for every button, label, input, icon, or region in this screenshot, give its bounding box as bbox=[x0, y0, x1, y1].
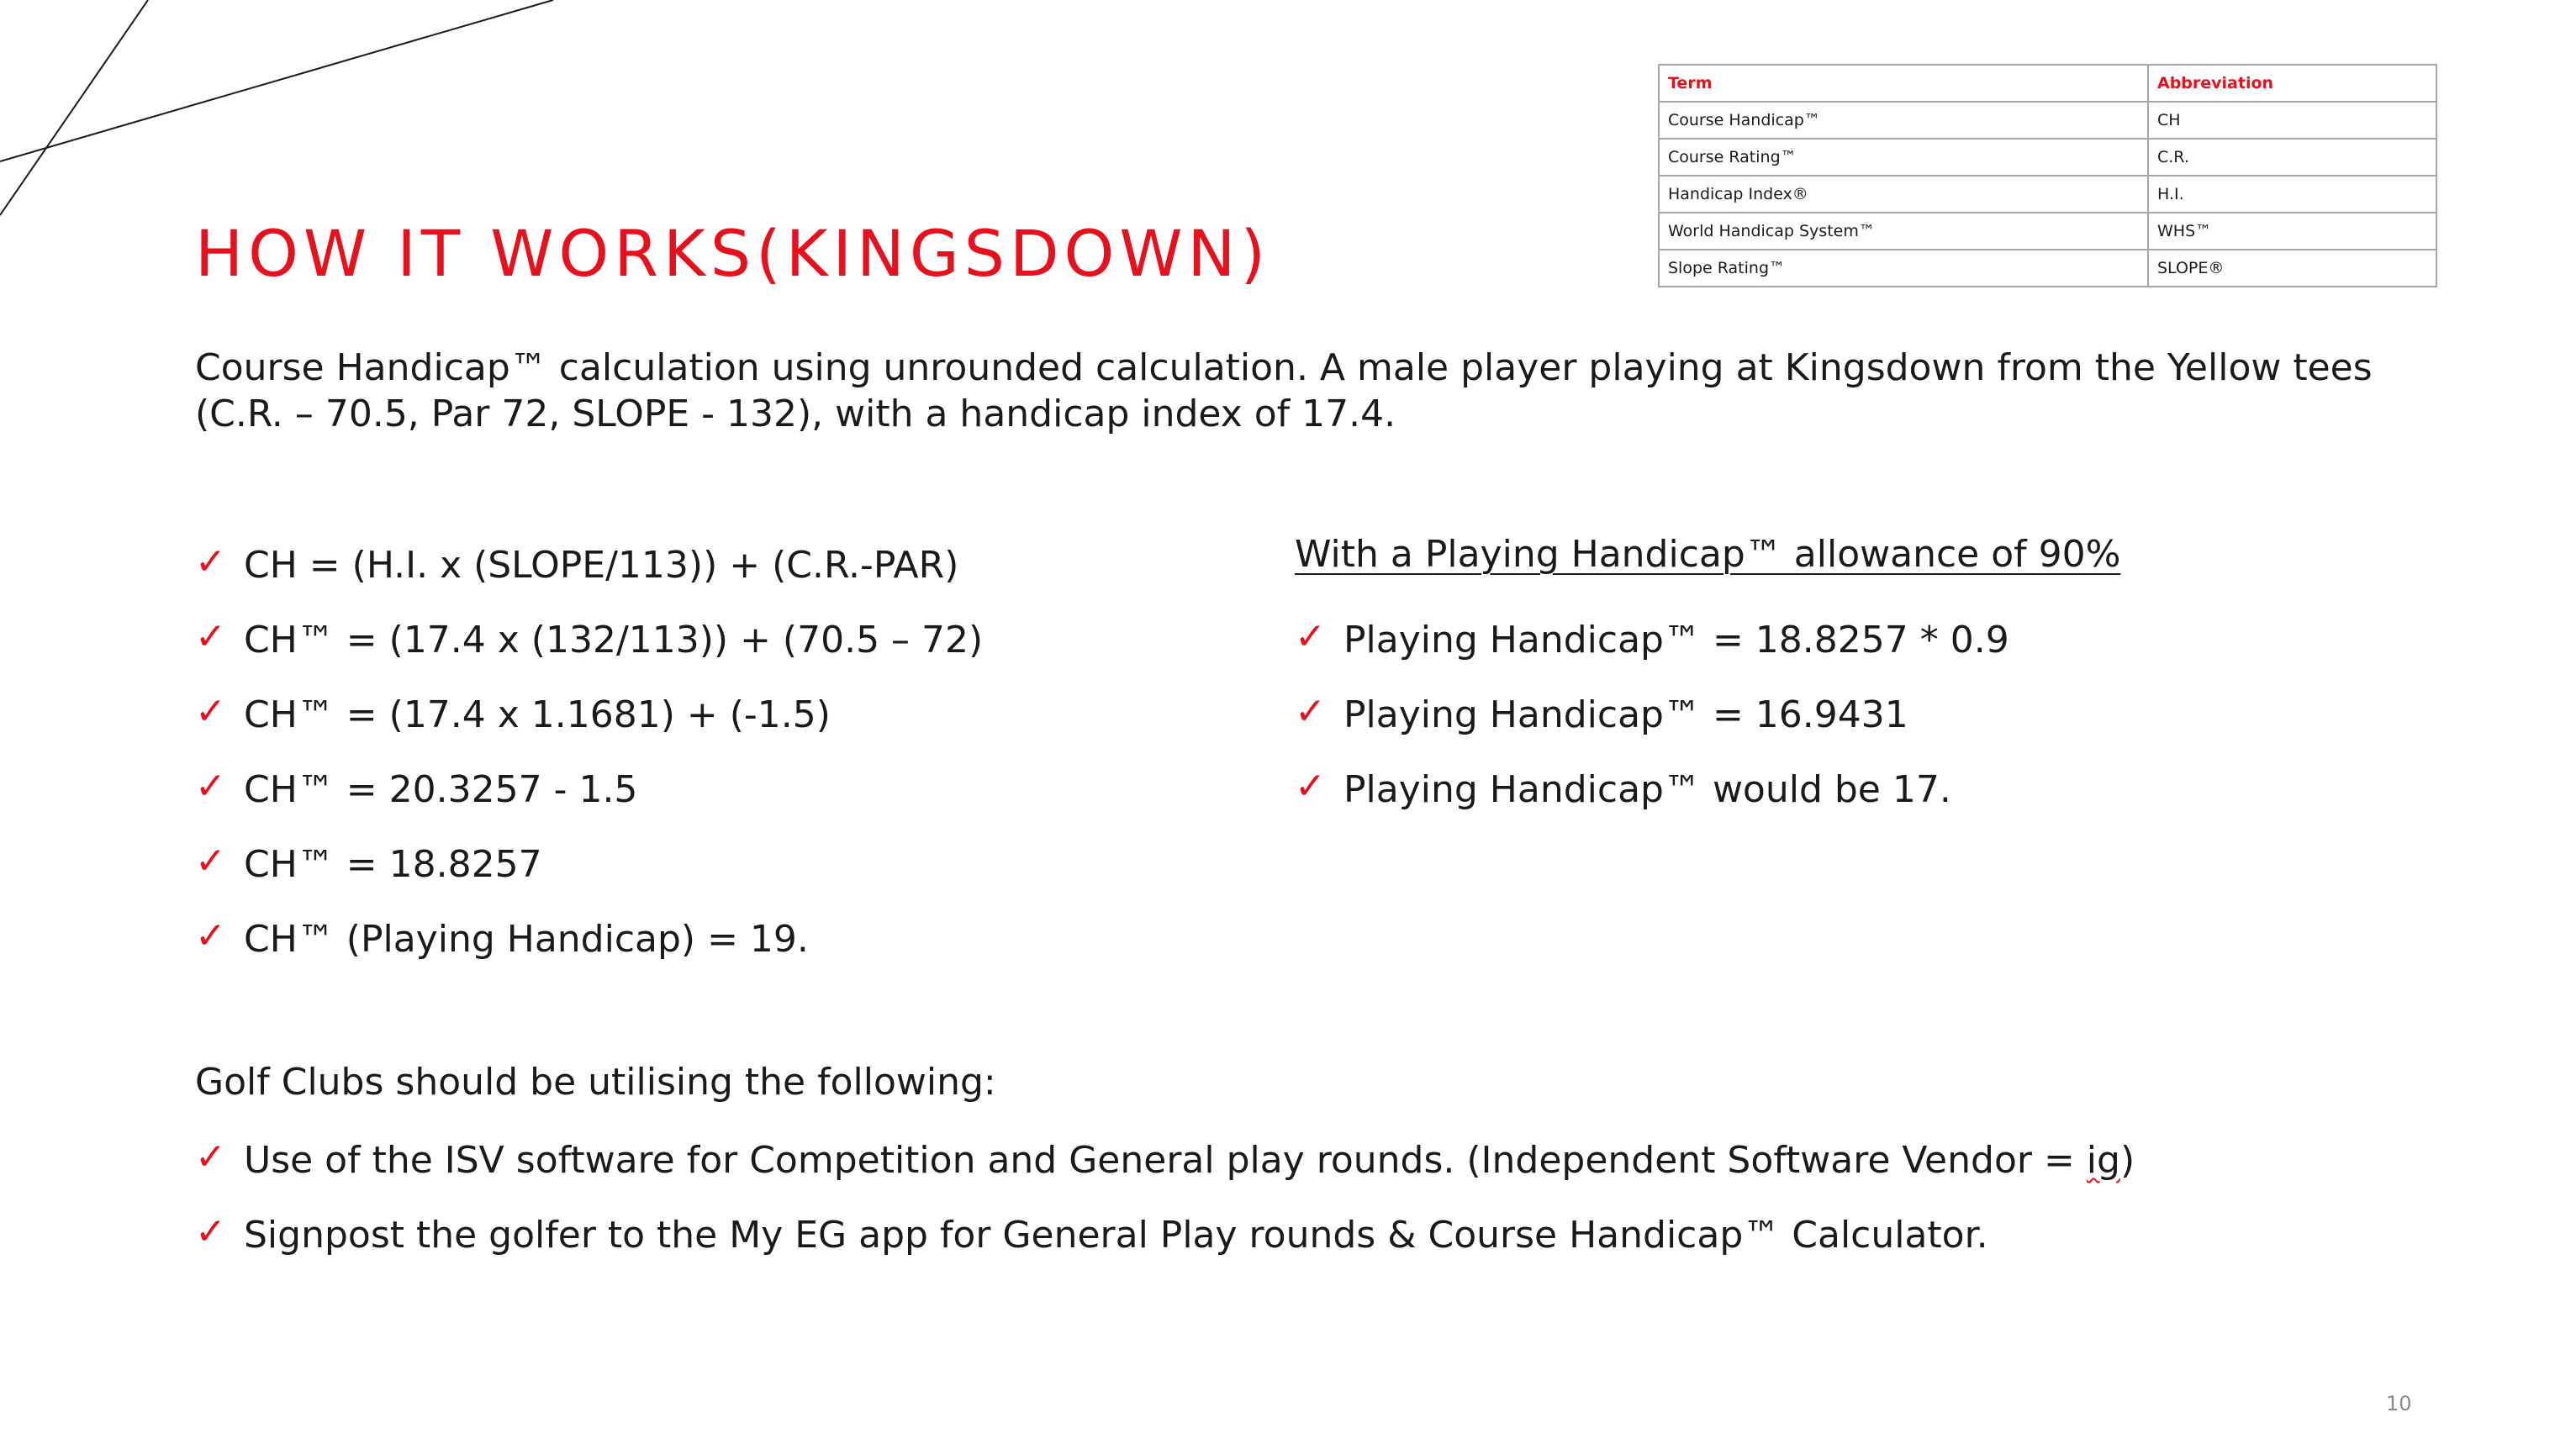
abbreviation-table bbox=[1658, 64, 2437, 287]
table-row bbox=[1659, 102, 2436, 139]
check-icon: ✓ bbox=[195, 840, 226, 883]
check-icon: ✓ bbox=[1295, 690, 1326, 733]
term-cell: Handicap Index® bbox=[1659, 176, 2148, 213]
signpost-item-text: Signpost the golfer to the My EG app for General Play rounds & Course Handicap™ Calculator. bbox=[244, 1214, 1988, 1257]
isv-text-prefix: Use of the ISV software for Competition and General play rounds. (Independent Software Vendor = bbox=[244, 1139, 2087, 1182]
check-icon: ✓ bbox=[195, 690, 226, 733]
golf-clubs-heading: Golf Clubs should be utilising the following: bbox=[195, 1061, 996, 1104]
step-text: CH™ = (17.4 x 1.1681) + (-1.5) bbox=[244, 693, 831, 736]
isv-item-text bbox=[244, 1139, 2135, 1182]
check-icon: ✓ bbox=[1295, 765, 1326, 808]
abbreviation-cell: C.R. bbox=[2148, 139, 2436, 176]
table-row bbox=[1659, 139, 2436, 176]
table-row bbox=[1659, 250, 2436, 287]
calculation-steps-list bbox=[195, 528, 983, 977]
check-icon: ✓ bbox=[195, 615, 226, 658]
list-item bbox=[195, 1123, 2135, 1198]
list-item bbox=[195, 827, 983, 902]
list-item bbox=[195, 528, 983, 603]
list-item bbox=[195, 603, 983, 677]
list-item bbox=[1295, 603, 2009, 677]
list-item bbox=[195, 1198, 2135, 1273]
allowance-steps-list bbox=[1295, 603, 2009, 827]
term-cell: Course Handicap™ bbox=[1659, 102, 2148, 139]
term-cell: Course Rating™ bbox=[1659, 139, 2148, 176]
golf-clubs-list bbox=[195, 1123, 2135, 1273]
page-number: 10 bbox=[2386, 1392, 2412, 1415]
step-text: CH™ = 20.3257 - 1.5 bbox=[244, 768, 638, 811]
list-item bbox=[195, 677, 983, 752]
step-text: CH™ = (17.4 x (132/113)) + (70.5 – 72) bbox=[244, 619, 984, 661]
header-term: Term bbox=[1659, 65, 2148, 102]
intro-paragraph: Course Handicap™ calculation using unrounded calculation. A male player playing at Kingsdown from the Yellow tees (C.R. – 70.5, Par 72, SLOPE - 132), with a handicap index of 17.4. bbox=[195, 346, 2373, 435]
check-icon: ✓ bbox=[195, 1210, 226, 1253]
check-icon: ✓ bbox=[195, 540, 226, 583]
list-item bbox=[1295, 752, 2009, 827]
table-row bbox=[1659, 213, 2436, 250]
table-row bbox=[1659, 176, 2436, 213]
isv-text-suffix: ) bbox=[2119, 1139, 2135, 1182]
list-item bbox=[1295, 677, 2009, 752]
step-text: Playing Handicap™ would be 17. bbox=[1343, 768, 1951, 811]
slide-title: HOW IT WORKS(KINGSDOWN) bbox=[195, 215, 1271, 291]
abbreviation-cell: SLOPE® bbox=[2148, 250, 2436, 287]
table-header-row bbox=[1659, 65, 2436, 102]
check-icon: ✓ bbox=[195, 914, 226, 957]
step-text: Playing Handicap™ = 18.8257 * 0.9 bbox=[1343, 619, 2009, 661]
step-text: CH = (H.I. x (SLOPE/113)) + (C.R.-PAR) bbox=[244, 544, 959, 587]
list-item bbox=[195, 752, 983, 827]
abbreviation-cell: WHS™ bbox=[2148, 213, 2436, 250]
term-cell: World Handicap System™ bbox=[1659, 213, 2148, 250]
abbreviation-cell: CH bbox=[2148, 102, 2436, 139]
decorative-lines bbox=[0, 0, 589, 227]
check-icon: ✓ bbox=[195, 765, 226, 808]
allowance-heading: With a Playing Handicap™ allowance of 90% bbox=[1295, 533, 2121, 576]
term-cell: Slope Rating™ bbox=[1659, 250, 2148, 287]
abbreviation-cell: H.I. bbox=[2148, 176, 2436, 213]
step-text: Playing Handicap™ = 16.9431 bbox=[1343, 693, 1908, 736]
list-item bbox=[195, 902, 983, 977]
check-icon: ✓ bbox=[195, 1136, 226, 1178]
header-abbreviation: Abbreviation bbox=[2148, 65, 2436, 102]
step-text: CH™ (Playing Handicap) = 19. bbox=[244, 918, 809, 961]
step-text: CH™ = 18.8257 bbox=[244, 843, 542, 886]
check-icon: ✓ bbox=[1295, 615, 1326, 658]
spellcheck-flagged-word: ig bbox=[2086, 1139, 2120, 1182]
